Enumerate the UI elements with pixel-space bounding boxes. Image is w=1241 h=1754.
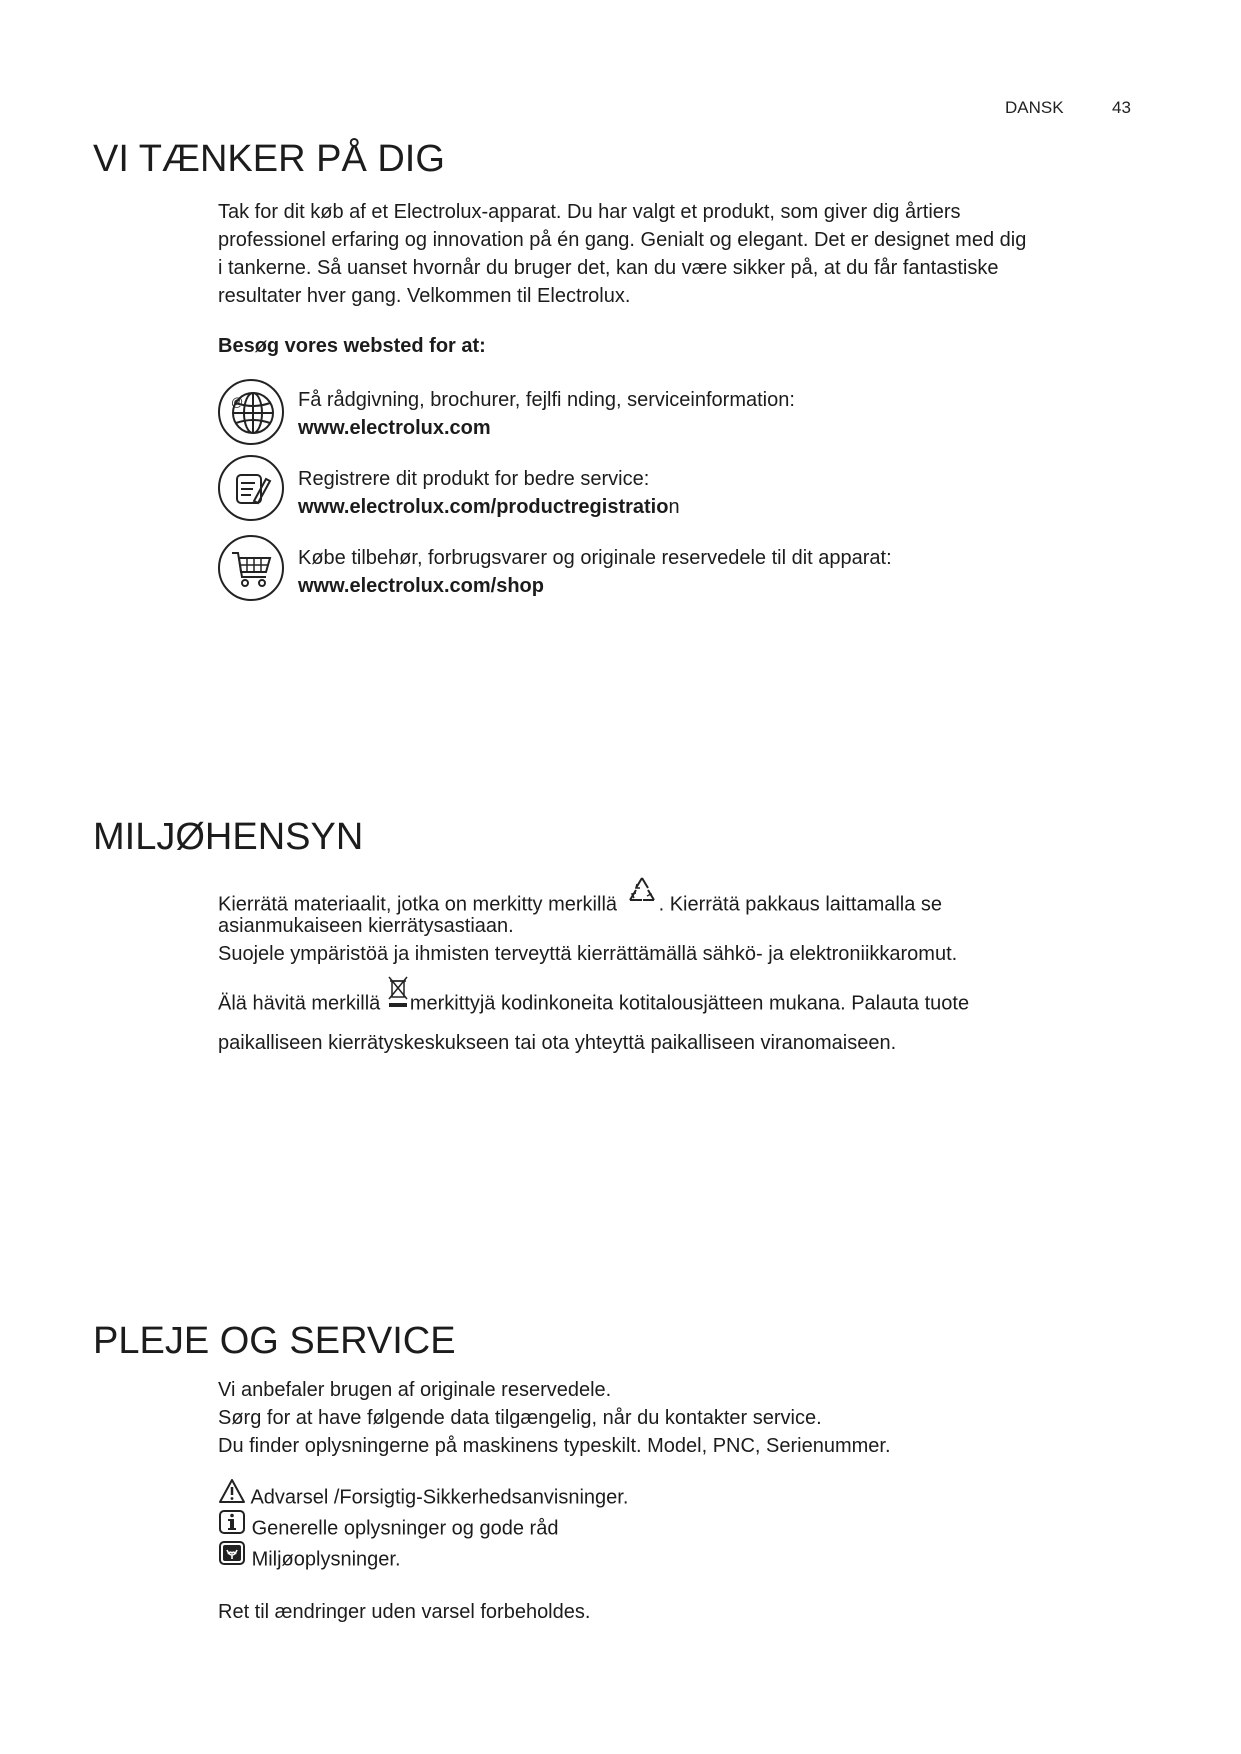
intro-line: Tak for dit køb af et Electrolux-apparat. Du har valgt et produkt, som giver dig årtiers xyxy=(218,201,961,223)
website-heading: Besøg vores websted for at: xyxy=(218,335,486,357)
globe-icon xyxy=(218,379,284,445)
link-description: Få rådgivning, brochurer, fejlfi nding, serviceinformation: xyxy=(298,389,795,411)
legend-text: Miljøoplysninger. xyxy=(251,1548,401,1571)
care-line: Sørg for at have følgende data tilgængelig, når du kontakter service. xyxy=(218,1407,822,1429)
legend-item-info xyxy=(218,1512,558,1546)
intro-paragraph xyxy=(218,198,1148,310)
care-paragraph xyxy=(218,1376,1148,1460)
environment-line-2: asianmukaiseen kierrätysastiaan. xyxy=(218,915,514,937)
link-description: Købe tilbehør, forbrugsvarer og originale reservedele til dit apparat: xyxy=(298,547,892,569)
link-url-bold: www.electrolux.com/productregistratio xyxy=(298,496,669,518)
svg-text:@: @ xyxy=(231,395,244,409)
shopping-cart-icon xyxy=(218,535,284,601)
environment-text: Kierrätä materiaalit, jotka on merkitty merkillä xyxy=(218,893,618,916)
intro-line: professionel erfaring og innovation på én gang. Genialt og elegant. Det er designet med dig xyxy=(218,229,1027,251)
weee-bin-icon xyxy=(386,975,410,1017)
header-page-number: 43 xyxy=(1112,98,1131,117)
environment-line-5: paikalliseen kierrätyskeskukseen tai ota yhteyttä paikalliseen viranomaiseen. xyxy=(218,1032,897,1054)
footer-note: Ret til ændringer uden varsel forbeholdes. xyxy=(218,1601,591,1623)
care-line: Du finder oplysningerne på maskinens typeskilt. Model, PNC, Serienummer. xyxy=(218,1435,891,1457)
link-url-tail: n xyxy=(668,496,680,518)
recycle-icon xyxy=(625,874,659,916)
info-icon xyxy=(218,1509,246,1543)
link-item-advice xyxy=(298,386,795,442)
environment-text: Älä hävitä merkillä xyxy=(218,992,381,1015)
link-url-shop[interactable]: www.electrolux.com/shop xyxy=(298,575,544,597)
link-url-registration[interactable] xyxy=(298,493,680,521)
section-title-care: PLEJE OG SERVICE xyxy=(93,1320,456,1362)
header-language: DANSK xyxy=(1005,98,1064,117)
environment-icon xyxy=(218,1540,246,1574)
link-item-shop xyxy=(298,544,892,600)
section-title-environment: MILJØHENSYN xyxy=(93,816,364,858)
section-title-thinking: VI TÆNKER PÅ DIG xyxy=(93,138,445,180)
environment-text: merkittyjä kodinkoneita kotitalousjätteen mukana. Palauta tuote xyxy=(409,992,970,1015)
registration-form-icon xyxy=(218,455,284,521)
environment-text: . Kierrätä pakkaus laittamalla se xyxy=(658,893,943,916)
legend-item-environment xyxy=(218,1543,401,1577)
intro-line: i tankerne. Så uanset hvornår du bruger det, kan du være sikker på, at du får fantastiske xyxy=(218,257,999,279)
environment-line-3: Suojele ympäristöä ja ihmisten terveyttä kierrättämällä sähkö- ja elektroniikkaromut. xyxy=(218,943,958,965)
link-item-registration xyxy=(298,465,680,521)
care-line: Vi anbefaler brugen af originale reservedele. xyxy=(218,1379,612,1401)
legend-text: Generelle oplysninger og gode råd xyxy=(251,1517,559,1540)
legend-text: Advarsel /Forsigtig-Sikkerhedsanvisninger. xyxy=(250,1486,629,1509)
environment-line-4 xyxy=(218,983,969,1025)
warning-icon xyxy=(218,1478,246,1512)
intro-line: resultater hver gang. Velkommen til Electrolux. xyxy=(218,285,631,307)
link-url-electrolux[interactable]: www.electrolux.com xyxy=(298,417,491,439)
legend-item-warning xyxy=(218,1481,628,1515)
link-description: Registrere dit produkt for bedre service: xyxy=(298,468,650,490)
